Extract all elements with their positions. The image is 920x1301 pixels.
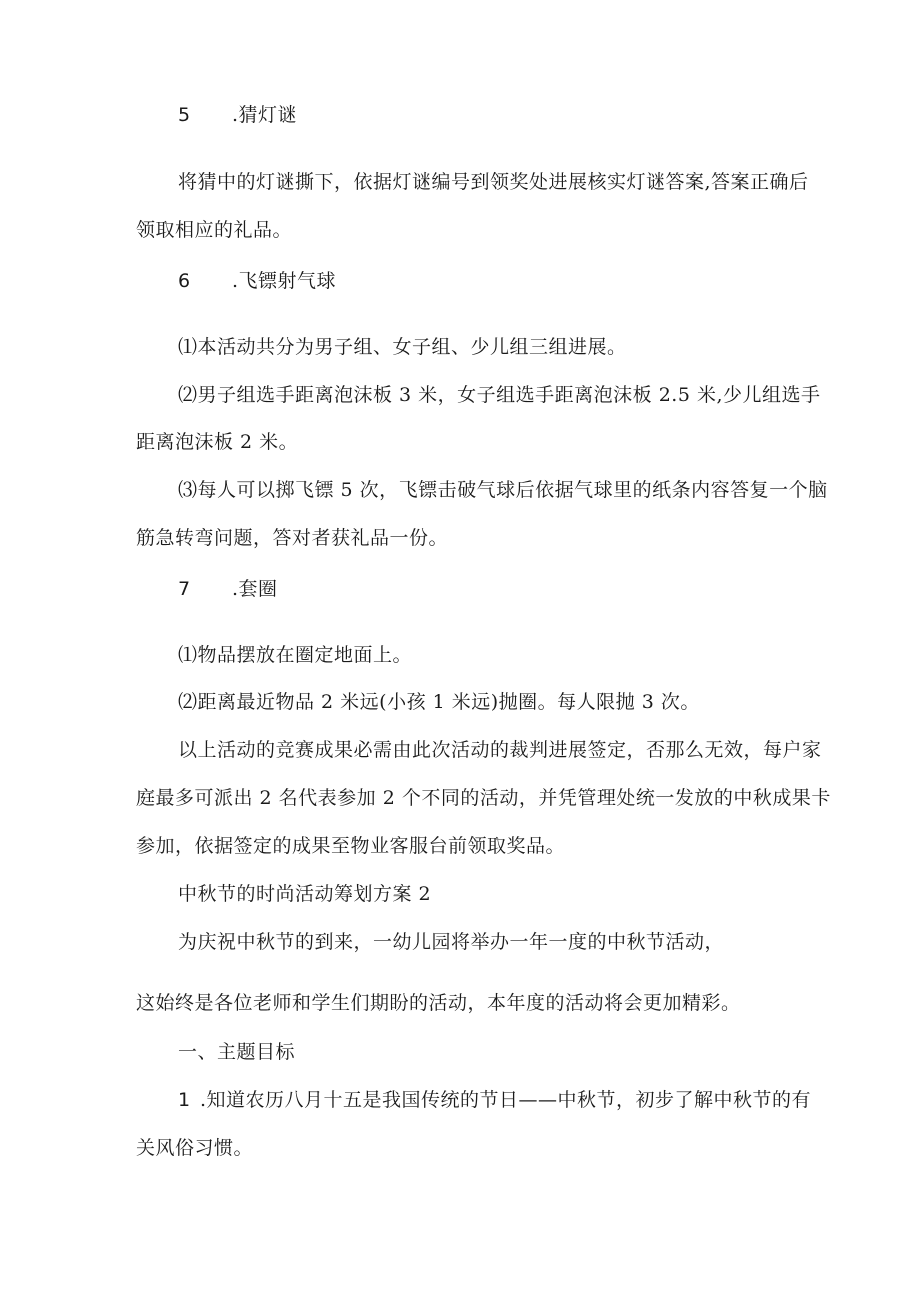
section-7-item-1: ⑴物品摆放在圈定地面上。	[178, 644, 413, 666]
section-6-number: 6	[178, 270, 191, 292]
section-7-item-2: ⑵距离最近物品 2 米远(小孩 1 米远)抛圈。每人限抛 3 次。	[178, 691, 700, 713]
goal-1-line-1: .知道农历八月十五是我国传统的节日——中秋节，初步了解中秋节的有	[200, 1089, 812, 1111]
section-6-item-3-line-1: ⑶每人可以掷飞镖 5 次，飞镖击破气球后依据气球里的纸条内容答复一个脑	[178, 479, 828, 501]
closing-line-2: 庭最多可派出 2 名代表参加 2 个不同的活动，并凭管理处统一发放的中秋成果卡	[136, 787, 831, 809]
section-5-body-line-2: 领取相应的礼品。	[136, 219, 293, 241]
plan-2-intro-line-2: 这始终是各位老师和学生们期盼的活动，本年度的活动将会更加精彩。	[136, 992, 741, 1014]
closing-line-1: 以上活动的竞赛成果必需由此次活动的裁判进展签定，否那么无效，每户家	[178, 739, 822, 761]
goal-1-line-2: 关风俗习惯。	[136, 1137, 254, 1159]
section-5-number: 5	[178, 104, 191, 126]
plan-2-section-1-title: 一、主题目标	[178, 1041, 296, 1063]
plan-2-intro-line-1: 为庆祝中秋节的到来，一幼儿园将举办一年一度的中秋节活动，	[178, 931, 725, 953]
section-6-item-3-line-2: 筋急转弯问题，答对者获礼品一份。	[136, 527, 449, 549]
section-6-item-1: ⑴本活动共分为男子组、女子组、少儿组三组进展。	[178, 336, 627, 358]
section-6-item-2-line-1: ⑵男子组选手距离泡沫板 3 米，女子组选手距离泡沫板 2.5 米,少儿组选手	[178, 384, 821, 406]
section-6-item-2-line-2: 距离泡沫板 2 米。	[136, 431, 299, 453]
section-7-title: .套圈	[232, 578, 278, 600]
section-6-title: .飞镖射气球	[232, 270, 337, 292]
section-5-title: .猜灯谜	[232, 104, 298, 126]
section-7-number: 7	[178, 578, 191, 600]
closing-line-3: 参加，依据签定的成果至物业客服台前领取奖品。	[136, 835, 566, 857]
plan-2-heading: 中秋节的时尚活动筹划方案 2	[178, 883, 432, 905]
goal-1-number: 1	[178, 1089, 191, 1111]
section-5-body-line-1: 将猜中的灯谜撕下，依据灯谜编号到领奖处进展核实灯谜答案,答案正确后	[178, 171, 809, 193]
